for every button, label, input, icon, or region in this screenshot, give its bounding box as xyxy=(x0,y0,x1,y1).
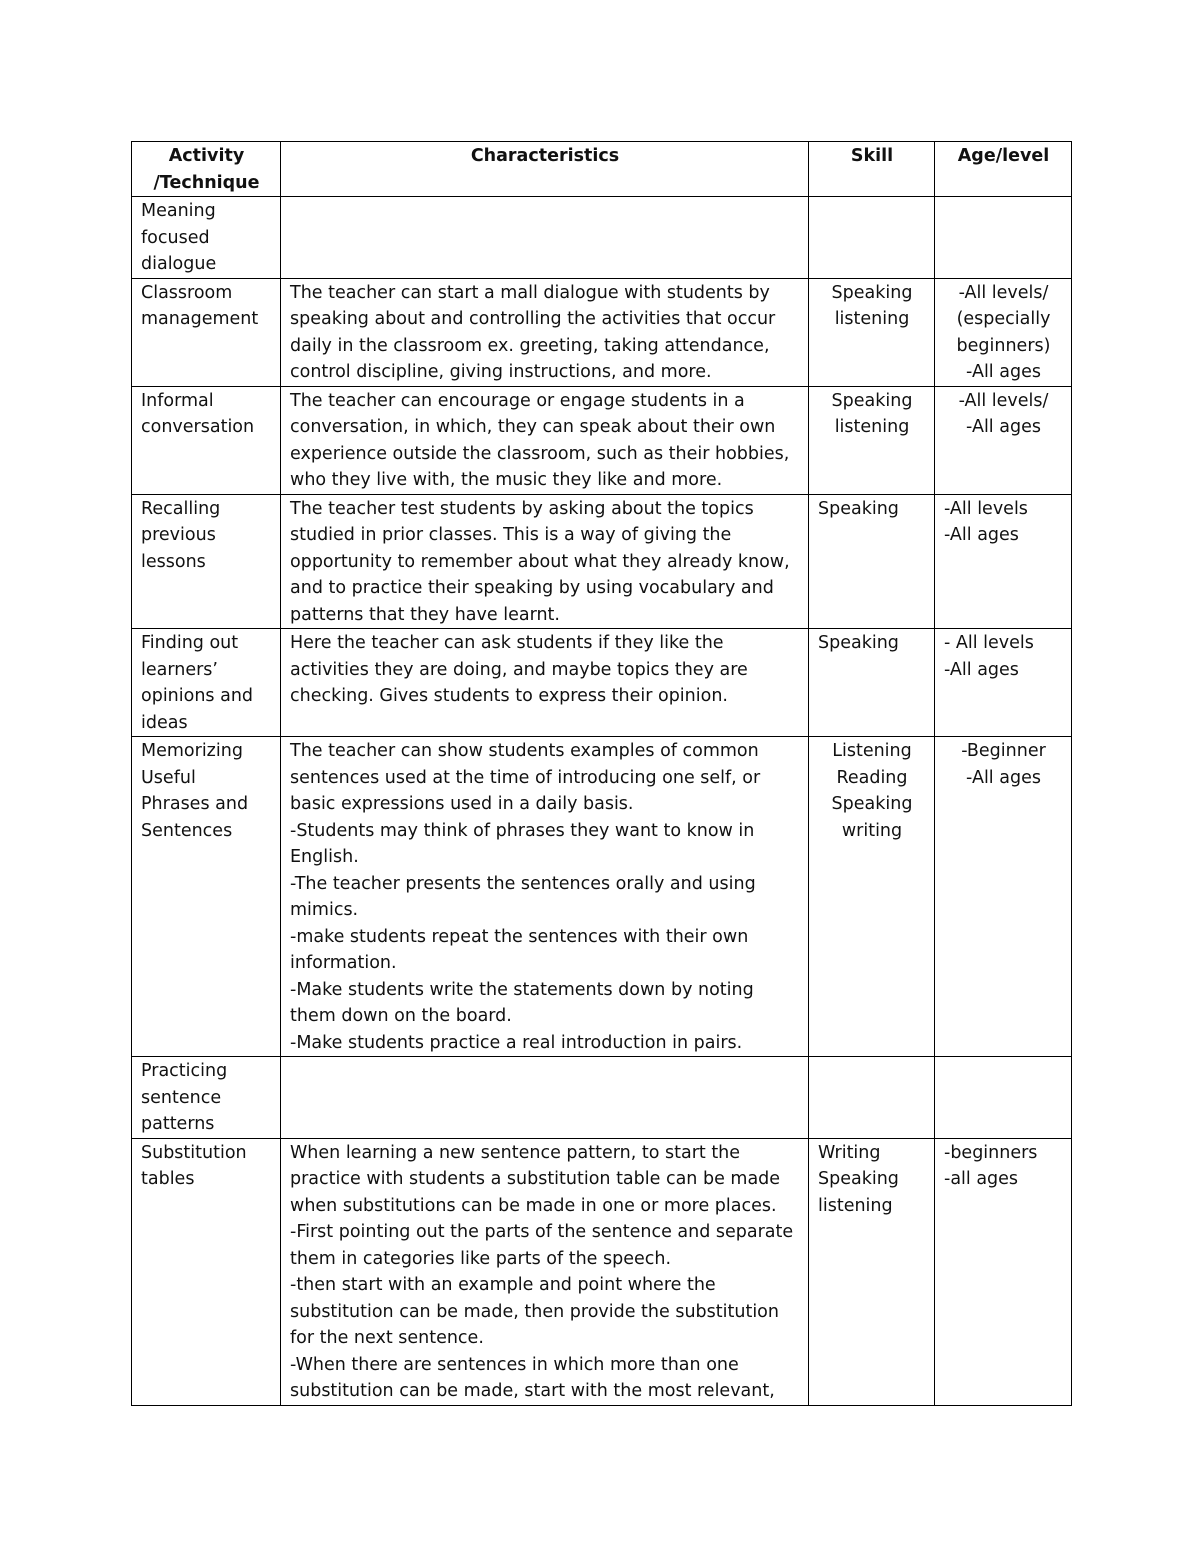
skill-cell-line: Writing xyxy=(818,1142,881,1163)
characteristics-cell-line: -Students may think of phrases they want to know in xyxy=(290,820,755,841)
characteristics-cell-line: checking. Gives students to express their opinion. xyxy=(290,686,728,706)
characteristics-cell-line: The teacher can show students examples of common xyxy=(290,741,759,761)
age-level-cell xyxy=(935,278,1072,386)
table-row xyxy=(132,197,1072,279)
activity-cell-line: Classroom xyxy=(141,282,233,303)
characteristics-cell xyxy=(281,1057,809,1139)
skill-cell-line: Speaking xyxy=(818,498,899,519)
age-level-cell-line: -All ages xyxy=(966,767,1041,788)
characteristics-cell xyxy=(281,386,809,494)
activity-cell-line: learners’ xyxy=(141,659,218,680)
skill-cell-line: listening xyxy=(834,309,910,329)
age-level-cell xyxy=(935,197,1072,279)
age-level-cell xyxy=(935,1138,1072,1405)
activity-cell-line: previous xyxy=(141,525,216,545)
characteristics-cell-line: -make students repeat the sentences with their own xyxy=(290,926,749,947)
characteristics-cell xyxy=(281,278,809,386)
characteristics-cell xyxy=(281,629,809,737)
age-level-cell-line: -All levels/ xyxy=(958,390,1049,411)
activity-cell-line: ideas xyxy=(141,712,188,733)
characteristics-cell-line: The teacher test students by asking about the topics xyxy=(290,498,754,519)
age-level-cell-line: -Beginner xyxy=(961,741,1046,761)
table-row xyxy=(132,494,1072,629)
activity-cell xyxy=(132,197,281,279)
characteristics-cell xyxy=(281,1138,809,1405)
characteristics-cell-line: substitution can be made, then provide the substitution xyxy=(290,1301,779,1322)
activity-cell xyxy=(132,737,281,1057)
activity-cell xyxy=(132,494,281,629)
characteristics-cell-line: The teacher can start a mall dialogue with students by xyxy=(290,282,770,303)
characteristics-cell-line: them in categories like parts of the speech. xyxy=(290,1248,672,1269)
activity-cell-line: Practicing xyxy=(141,1061,228,1081)
age-level-cell-line: beginners) xyxy=(956,335,1051,356)
skill-cell-line: Speaking xyxy=(818,1169,899,1189)
characteristics-cell-line: and to practice their speaking by using vocabulary and xyxy=(290,578,774,598)
skill-cell-line: Speaking xyxy=(831,794,913,814)
age-level-cell-line: -All ages xyxy=(966,362,1041,382)
characteristics-cell-line: -Make students practice a real introduction in pairs. xyxy=(290,1032,743,1053)
activity-cell-line: focused xyxy=(141,227,210,248)
table-row xyxy=(132,737,1072,1057)
age-level-cell-line: -All ages xyxy=(944,525,1019,545)
header-age-level: Age/level xyxy=(935,142,1072,197)
characteristics-cell-line: sentences used at the time of introducing one self, or xyxy=(290,767,761,788)
skill-cell-line: Listening xyxy=(832,741,912,761)
activity-cell-line: Recalling xyxy=(141,498,221,519)
characteristics-cell-line: mimics. xyxy=(290,900,359,920)
characteristics-cell-line: activities they are doing, and maybe topics they are xyxy=(290,659,748,680)
characteristics-cell-line: them down on the board. xyxy=(290,1006,512,1026)
characteristics-cell-line: -Make students write the statements down by noting xyxy=(290,979,754,1000)
skill-cell-line: Speaking xyxy=(831,390,913,411)
skill-cell xyxy=(809,1138,935,1405)
activity-cell-line: Phrases and xyxy=(141,794,249,814)
table-row xyxy=(132,278,1072,386)
table-row xyxy=(132,386,1072,494)
header-activity: Activity /Technique xyxy=(132,142,281,197)
activity-cell-line: Memorizing xyxy=(141,741,243,761)
age-level-cell-line: -all ages xyxy=(944,1169,1019,1189)
activity-cell-line: tables xyxy=(141,1169,195,1189)
table-row xyxy=(132,629,1072,737)
characteristics-cell-line: speaking about and controlling the activities that occur xyxy=(290,309,776,329)
skill-cell xyxy=(809,494,935,629)
age-level-cell-line: -All ages xyxy=(966,417,1041,437)
activity-cell-line: Finding out xyxy=(141,633,239,653)
characteristics-cell xyxy=(281,197,809,279)
skill-cell-line: listening xyxy=(834,417,910,437)
characteristics-cell-line: -then start with an example and point where the xyxy=(290,1275,716,1295)
age-level-cell-line: -All levels xyxy=(944,498,1028,519)
activity-cell-line: Meaning xyxy=(141,201,216,221)
skill-cell-line: Speaking xyxy=(831,282,913,303)
characteristics-cell-line: information. xyxy=(290,953,397,973)
activity-cell xyxy=(132,386,281,494)
age-level-cell-line: -All ages xyxy=(944,659,1019,680)
characteristics-cell-line: opportunity to remember about what they already know, xyxy=(290,551,790,572)
age-level-cell xyxy=(935,1057,1072,1139)
characteristics-cell-line: English. xyxy=(290,847,359,867)
activity-cell-line: management xyxy=(141,309,259,329)
skill-cell xyxy=(809,1057,935,1139)
activity-cell-line: lessons xyxy=(141,551,206,572)
skill-cell xyxy=(809,278,935,386)
skill-cell xyxy=(809,386,935,494)
characteristics-cell xyxy=(281,737,809,1057)
activity-cell xyxy=(132,278,281,386)
activity-cell-line: Informal xyxy=(141,390,214,411)
skill-cell-line: listening xyxy=(818,1195,893,1216)
skill-cell xyxy=(809,737,935,1057)
characteristics-cell-line: -First pointing out the parts of the sentence and separate xyxy=(290,1222,794,1242)
characteristics-cell-line: The teacher can encourage or engage students in a xyxy=(290,390,745,411)
characteristics-cell-line: When learning a new sentence pattern, to start the xyxy=(290,1142,741,1163)
characteristics-cell-line: for the next sentence. xyxy=(290,1328,484,1348)
activity-cell xyxy=(132,629,281,737)
skill-cell-line: writing xyxy=(841,820,903,841)
age-level-cell xyxy=(935,629,1072,737)
table-row xyxy=(132,1138,1072,1405)
characteristics-cell-line: basic expressions used in a daily basis. xyxy=(290,794,634,814)
skill-cell-line: Speaking xyxy=(818,633,899,653)
activity-cell-line: conversation xyxy=(141,417,255,437)
skill-cell xyxy=(809,629,935,737)
characteristics-cell xyxy=(281,494,809,629)
age-level-cell-line: - All levels xyxy=(944,633,1034,653)
characteristics-cell-line: patterns that they have learnt. xyxy=(290,604,560,625)
activity-technique-table xyxy=(131,141,1072,1406)
skill-cell-line: Reading xyxy=(836,767,908,788)
age-level-cell xyxy=(935,386,1072,494)
activity-cell xyxy=(132,1057,281,1139)
characteristics-cell-line: who they live with, the music they like and more. xyxy=(290,470,723,490)
activity-cell xyxy=(132,1138,281,1405)
activity-cell-line: patterns xyxy=(141,1114,215,1134)
age-level-cell xyxy=(935,737,1072,1057)
characteristics-cell-line: control discipline, giving instructions, and more. xyxy=(290,362,712,382)
characteristics-cell-line: practice with students a substitution table can be made xyxy=(290,1169,781,1189)
skill-cell xyxy=(809,197,935,279)
activity-cell-line: dialogue xyxy=(141,254,217,274)
header-characteristics: Characteristics xyxy=(281,142,809,197)
characteristics-cell-line: experience outside the classroom, such as their hobbies, xyxy=(290,443,790,464)
activity-cell-line: sentence xyxy=(141,1087,222,1108)
characteristics-cell-line: when substitutions can be made in one or more places. xyxy=(290,1195,777,1216)
characteristics-cell-line: studied in prior classes. This is a way of giving the xyxy=(290,525,732,545)
age-level-cell-line: -All levels/ xyxy=(958,282,1049,303)
age-level-cell xyxy=(935,494,1072,629)
characteristics-cell-line: Here the teacher can ask students if they like the xyxy=(290,633,724,653)
table-row xyxy=(132,1057,1072,1139)
activity-cell-line: Substitution xyxy=(141,1142,247,1163)
characteristics-cell-line: -When there are sentences in which more than one xyxy=(290,1354,739,1375)
characteristics-cell-line: daily in the classroom ex. greeting, taking attendance, xyxy=(290,335,770,356)
table-header-row xyxy=(132,142,1072,197)
characteristics-cell-line: substitution can be made, start with the most relevant, xyxy=(290,1381,775,1401)
characteristics-cell-line: conversation, in which, they can speak about their own xyxy=(290,417,776,437)
characteristics-cell-line: -The teacher presents the sentences orally and using xyxy=(290,873,756,894)
age-level-cell-line: (especially xyxy=(956,309,1051,329)
activity-cell-line: Useful xyxy=(141,767,196,788)
header-skill: Skill xyxy=(809,142,935,197)
activity-cell-line: Sentences xyxy=(141,820,233,841)
age-level-cell-line: -beginners xyxy=(944,1142,1038,1163)
activity-cell-line: opinions and xyxy=(141,686,254,706)
